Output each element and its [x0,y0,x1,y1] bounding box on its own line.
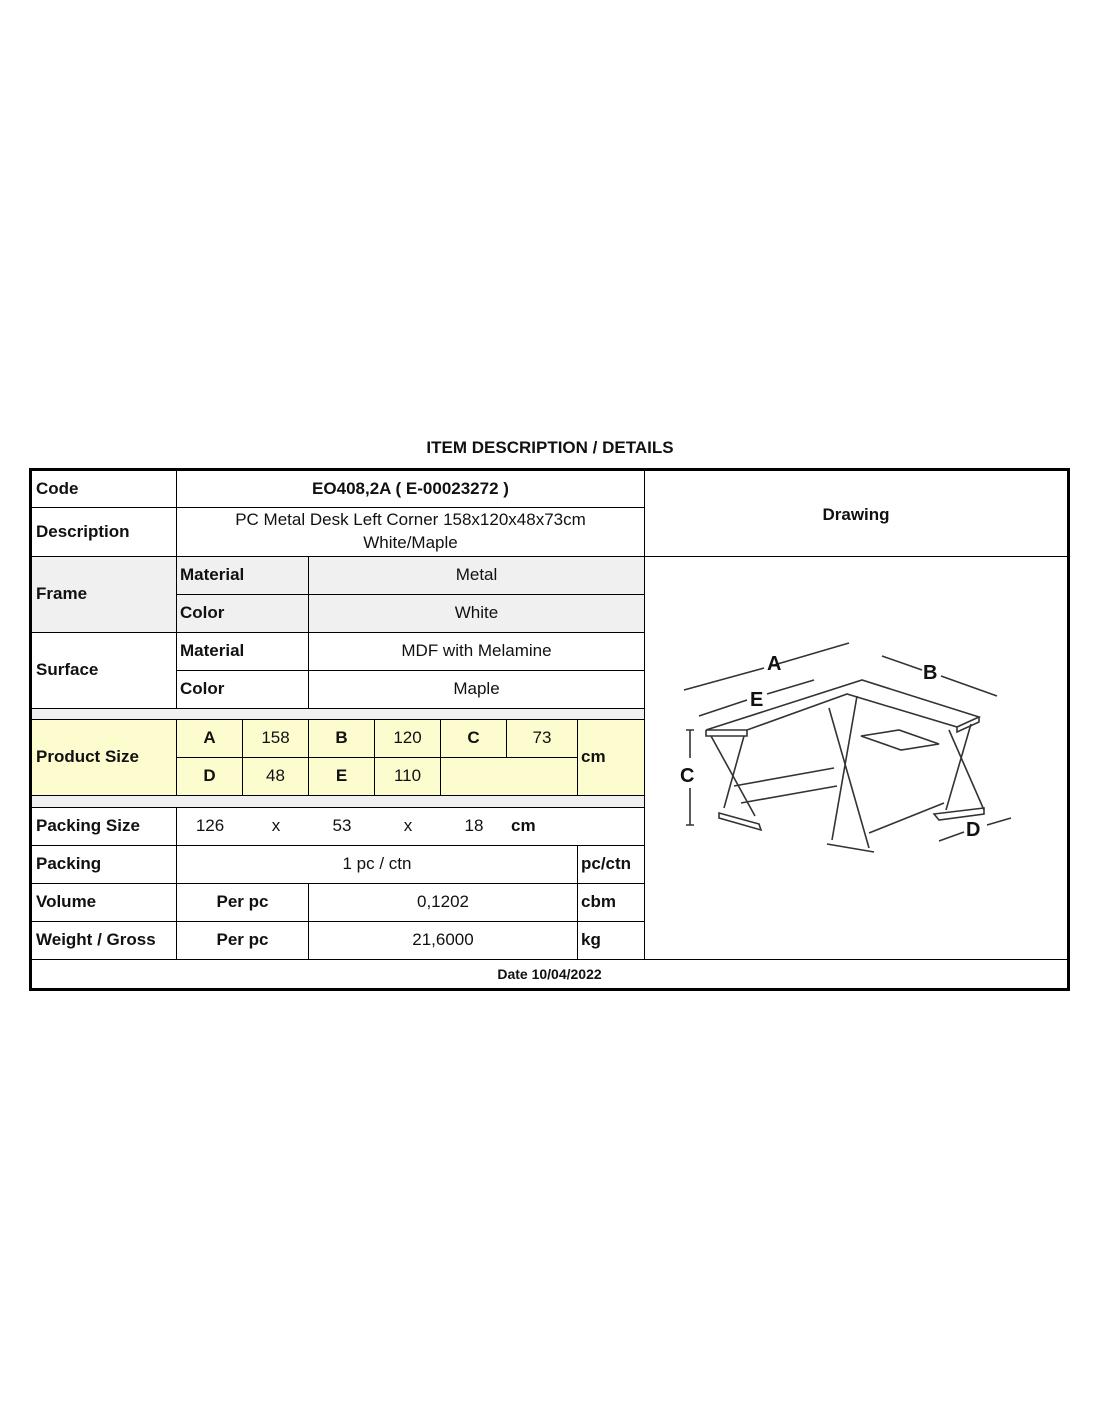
surface-color-label: Color [177,671,309,709]
product-size-unit: cm [578,720,645,796]
description-line-2: White/Maple [363,533,458,552]
dim-c-value: 73 [507,720,578,758]
dim-label-d: D [966,819,981,841]
dim-a-key: A [177,720,243,758]
product-size-label: Product Size [32,720,177,796]
packing-size-width: 53 [309,808,375,846]
weight-basis: Per pc [177,922,309,960]
packing-size-unit: cm [507,808,645,846]
packing-unit: pc/ctn [578,846,645,884]
weight-value: 21,6000 [309,922,578,960]
code-label: Code [32,471,177,508]
description-label: Description [32,508,177,557]
packing-size-length: 126 [177,808,243,846]
dim-label-a: A [767,653,782,675]
volume-basis: Per pc [177,884,309,922]
dim-e-value: 110 [375,758,441,796]
frame-label: Frame [32,557,177,633]
surface-material-label: Material [177,633,309,671]
drawing-header: Drawing [645,471,1067,557]
volume-unit: cbm [578,884,645,922]
description-line-1: PC Metal Desk Left Corner 158x120x48x73cm [235,510,586,530]
packing-size-height: 18 [441,808,507,846]
frame-color-label: Color [177,595,309,633]
dim-label-c: C [680,765,695,787]
description-value [177,508,645,557]
dim-empty-cell [441,758,578,796]
weight-unit: kg [578,922,645,960]
frame-material-value: Metal [309,557,645,595]
date-footer: Date 10/04/2022 [497,965,602,982]
spacer-top [32,709,645,720]
dim-b-key: B [309,720,375,758]
volume-value: 0,1202 [309,884,578,922]
packing-value: 1 pc / ctn [177,846,578,884]
spacer-bottom [32,796,645,808]
dim-label-e: E [750,689,764,711]
packing-label: Packing [32,846,177,884]
surface-material-value: MDF with Melamine [309,633,645,671]
sheet-title: ITEM DESCRIPTION / DETAILS [426,438,674,457]
weight-label: Weight / Gross [32,922,177,960]
dim-c-key: C [441,720,507,758]
frame-material-label: Material [177,557,309,595]
item-details-table [29,468,1070,991]
dim-e-key: E [309,758,375,796]
volume-label: Volume [32,884,177,922]
packing-size-sep-2: x [375,808,441,846]
surface-color-value: Maple [309,671,645,709]
dim-label-b: B [923,662,938,684]
packing-size-sep-1: x [243,808,309,846]
packing-size-label: Packing Size [32,808,177,846]
dim-d-value: 48 [243,758,309,796]
code-value: EO408,2A ( E-00023272 ) [177,471,645,508]
dim-d-key: D [177,758,243,796]
surface-label: Surface [32,633,177,709]
frame-color-value: White [309,595,645,633]
dim-a-value: 158 [243,720,309,758]
dim-b-value: 120 [375,720,441,758]
drawing-area [645,557,1067,960]
